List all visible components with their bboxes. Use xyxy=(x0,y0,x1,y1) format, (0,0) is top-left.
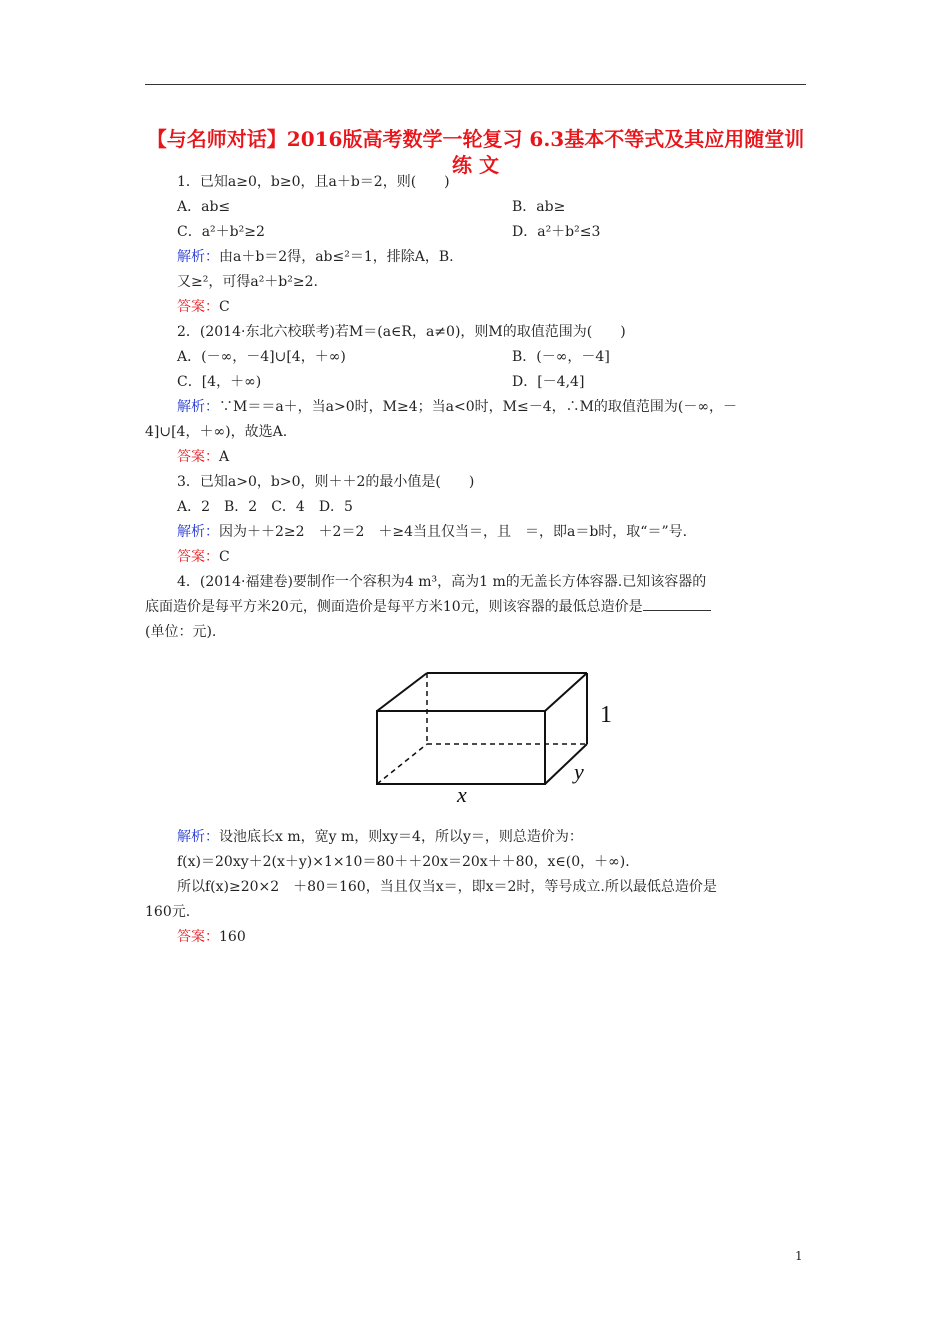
q1-stem: 1．已知a≥0，b≥0，且a＋b＝2，则( ) xyxy=(177,174,450,190)
q3-solution-line-1 xyxy=(177,523,687,541)
q4-solution-label: 解析： xyxy=(177,829,219,845)
q4-stem-text-2: 底面造价是每平方米20元，侧面造价是每平方米10元，则该容器的最低总造价是 xyxy=(145,599,643,615)
q2-answer: A xyxy=(219,449,230,465)
box-hidden-edge-left xyxy=(377,744,427,784)
q4-answer-label: 答案： xyxy=(177,929,219,945)
q4-solution-line-1 xyxy=(177,828,583,846)
width-label: y xyxy=(574,759,584,784)
box-front-face xyxy=(377,711,545,784)
q1-option-d: D．a²＋b²≤3 xyxy=(512,224,601,240)
q2-solution-label: 解析： xyxy=(177,399,219,415)
q2-answer-label: 答案： xyxy=(177,449,219,465)
q4-solution-text-3: 所以f(x)≥20×2 ＋80＝160，当且仅当x＝，即x＝2时，等号成立.所以最低总造价是 xyxy=(177,879,717,895)
q1-solution-line-1 xyxy=(177,248,454,266)
length-label: x xyxy=(457,782,467,807)
q1-option-a: A．ab≤ xyxy=(177,199,231,215)
q2-stem: 2．(2014·东北六校联考)若M＝(a∈R，a≠0)，则M的取值范围为( ) xyxy=(177,324,626,340)
q1-solution-text-2: 又≥²，可得a²＋b²≥2. xyxy=(177,274,318,290)
height-label: 1 xyxy=(600,702,612,728)
q1-answer-label: 答案： xyxy=(177,299,219,315)
q4-answer-line xyxy=(177,928,246,946)
q2-answer-line xyxy=(177,448,229,466)
q1-solution-label: 解析： xyxy=(177,249,219,265)
q4-answer: 160 xyxy=(219,929,246,945)
box-edge-top-left xyxy=(377,673,427,711)
q3-solution-text-1: 因为＋＋2≥2 ＋2＝2 ＋≥4当且仅当＝，且 ＝，即a＝b时，取“＝”号. xyxy=(219,524,688,540)
q3-answer-line xyxy=(177,548,230,566)
box-figure xyxy=(370,668,620,813)
q2-option-a: A．(－∞，－4]∪[4，＋∞) xyxy=(177,349,346,365)
header-rule xyxy=(145,84,806,85)
q4-stem-line-1: 4．(2014·福建卷)要制作一个容积为4 m³，高为1 m的无盖长方体容器.已知该容器的 xyxy=(177,574,707,590)
q3-options: A．2 B．2 C．4 D．5 xyxy=(177,499,353,515)
q1-answer: C xyxy=(219,299,230,315)
page-number: 1 xyxy=(795,1249,803,1263)
q2-option-b: B．(－∞，－4] xyxy=(512,349,610,365)
q1-answer-line xyxy=(177,298,230,316)
q4-stem-line-3: (单位：元). xyxy=(145,624,217,640)
q1-option-b: B．ab≥ xyxy=(512,199,566,215)
q4-solution-text-2: f(x)＝20xy＋2(x＋y)×1×10＝80＋＋20x＝20x＋＋80，x∈(0，＋∞). xyxy=(177,854,630,870)
q2-option-d: D．[－4,4] xyxy=(512,374,585,390)
answer-blank xyxy=(643,598,711,611)
q2-option-c: C．[4，＋∞) xyxy=(177,374,262,390)
q2-solution-text-1: ∵M＝＝a＋，当a>0时，M≥4；当a<0时，M≤－4，∴M的取值范围为(－∞，－ xyxy=(219,399,738,415)
page-title: 【与名师对话】2016版高考数学一轮复习 6.3基本不等式及其应用随堂训练 文 xyxy=(146,127,805,177)
q3-stem: 3．已知a>0，b>0，则＋＋2的最小值是( ) xyxy=(177,474,475,490)
q4-stem-line-2 xyxy=(145,598,711,616)
q3-answer: C xyxy=(219,549,230,565)
q4-solution-text-4: 160元. xyxy=(145,904,191,920)
q1-option-c: C．a²＋b²≥2 xyxy=(177,224,265,240)
q3-solution-label: 解析： xyxy=(177,524,219,540)
box-edge-top-right xyxy=(545,673,587,711)
q2-solution-text-2: 4]∪[4，＋∞)，故选A. xyxy=(145,424,288,440)
q2-solution-line-1 xyxy=(177,398,737,416)
q3-answer-label: 答案： xyxy=(177,549,219,565)
q1-solution-text-1: 由a＋b＝2得，ab≤²＝1，排除A，B. xyxy=(219,249,454,265)
q4-solution-text-1: 设池底长x m，宽y m，则xy＝4，所以y＝，则总造价为： xyxy=(219,829,583,845)
